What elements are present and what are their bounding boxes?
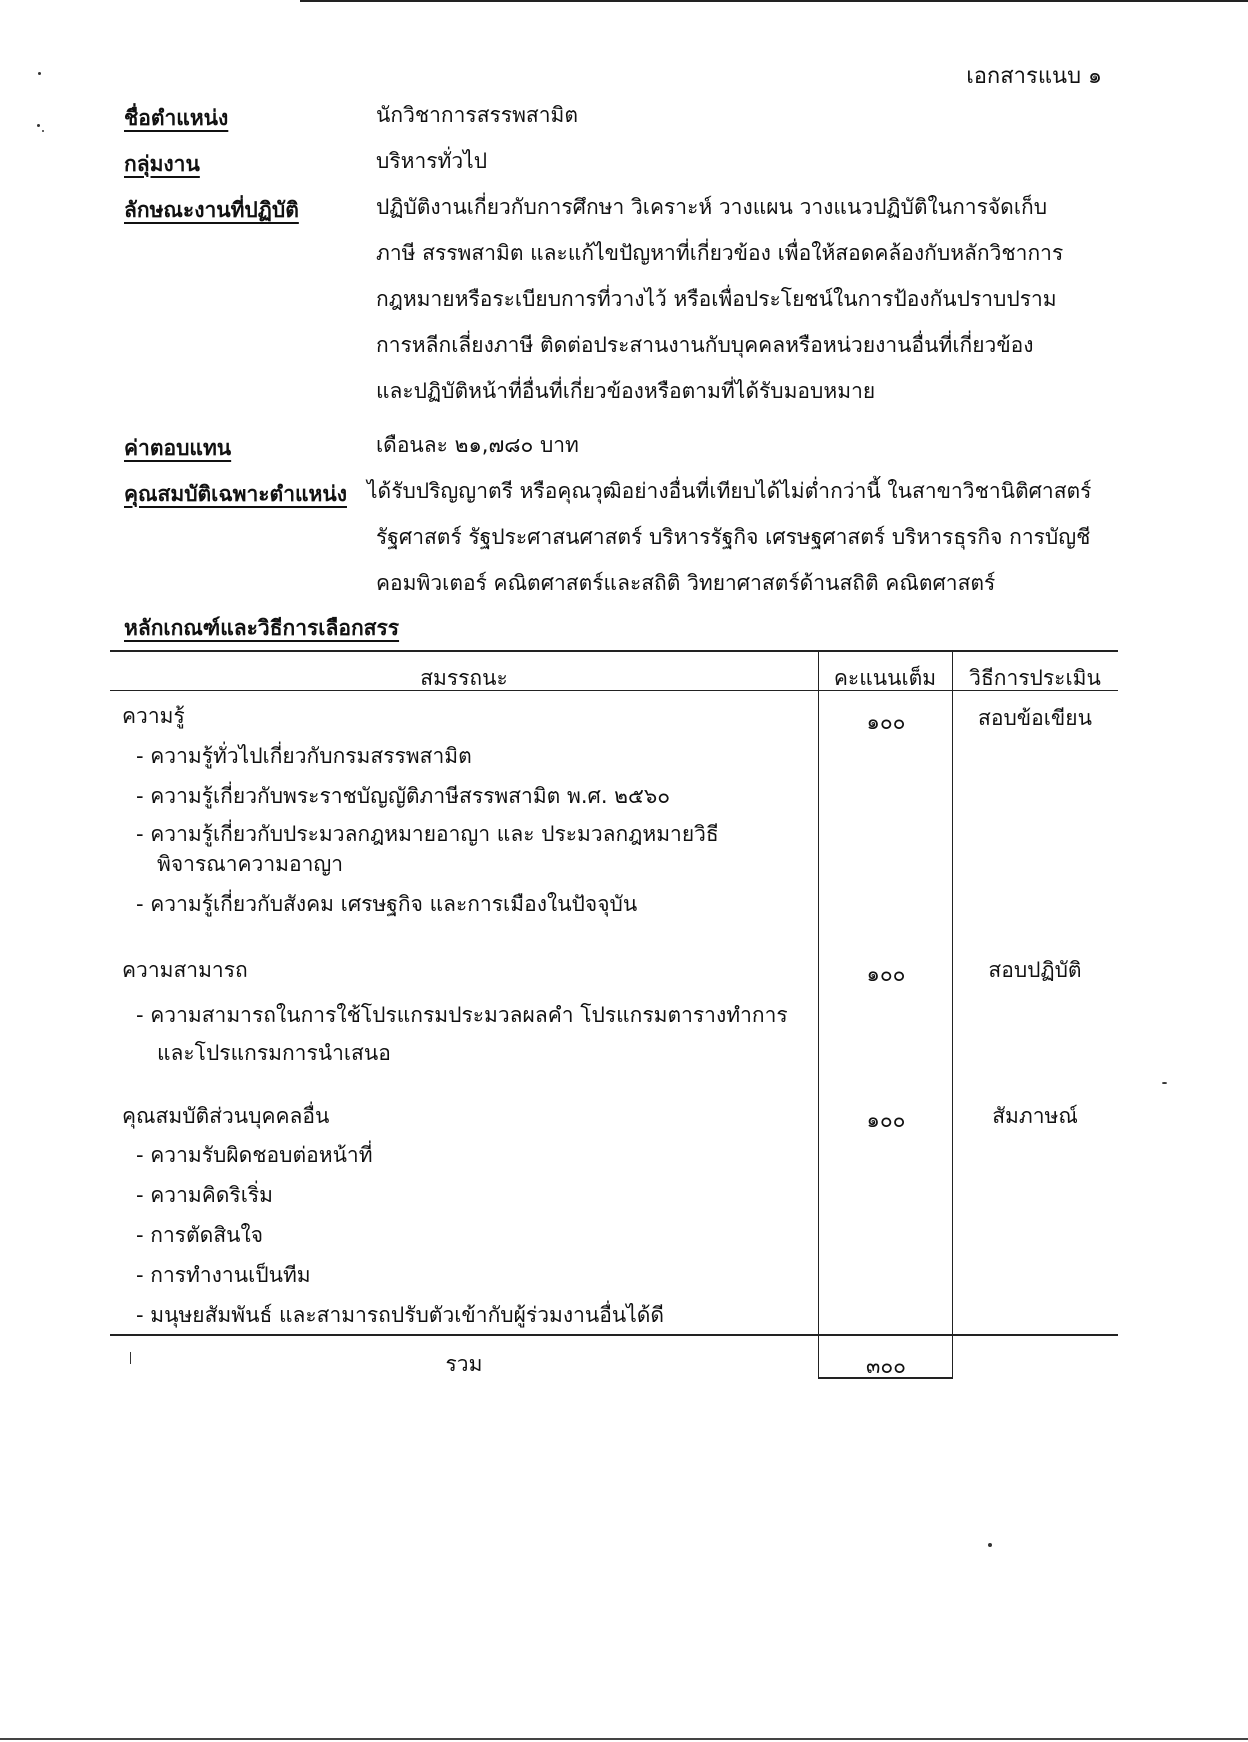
row-method-knowledge: สอบข้อเขียน xyxy=(978,706,1092,730)
list-item: - ความคิดริเริ่ม xyxy=(136,1183,273,1207)
table-bottom-rule xyxy=(110,1334,1118,1336)
list-item: - การทำงานเป็นทีม xyxy=(136,1263,311,1287)
row-category-ability: ความสามารถ xyxy=(122,958,248,982)
duties-line: การหลีกเลี่ยงภาษี ติดต่อประสานงานกับบุคคลหรือหน่วยงานอื่นที่เกี่ยวข้อง xyxy=(376,333,1034,357)
list-item: - ความรู้เกี่ยวกับสังคม เศรษฐกิจ และการเมืองในปัจจุบัน xyxy=(136,892,638,916)
duties-label: ลักษณะงานที่ปฏิบัติ xyxy=(124,198,299,222)
criteria-heading: หลักเกณฑ์และวิธีการเลือกสรร xyxy=(124,616,400,640)
qualifications-text xyxy=(367,468,1091,606)
table-divider-score-left xyxy=(818,650,819,1378)
position-value: นักวิชาการสรรพสามิต xyxy=(376,103,579,127)
scan-speck xyxy=(38,72,41,75)
total-score: ๓๐๐ xyxy=(866,1354,906,1378)
column-header-competency: สมรรถนะ xyxy=(420,666,508,690)
duties-line: ปฏิบัติงานเกี่ยวกับการศึกษา วิเคราะห์ วางแผน วางแนวปฏิบัติในการจัดเก็บ xyxy=(376,195,1048,219)
compensation-value: เดือนละ ๒๑,๗๘๐ บาท xyxy=(376,433,579,457)
list-item: - ความรู้ทั่วไปเกี่ยวกับกรมสรรพสามิต xyxy=(136,744,472,768)
qualifications-line: คอมพิวเตอร์ คณิตศาสตร์และสถิติ วิทยาศาสตร์ด้านสถิติ คณิตศาสตร์ xyxy=(376,571,996,595)
scan-edge-bottom xyxy=(0,1738,1248,1740)
scan-speck xyxy=(988,1543,992,1547)
scan-edge-top xyxy=(300,0,1248,2)
qualifications-line: ได้รับปริญญาตรี หรือคุณวุฒิอย่างอื่นที่เทียบได้ไม่ต่ำกว่านี้ ในสาขาวิชานิติศาสตร์ xyxy=(367,479,1092,503)
column-header-method: วิธีการประเมิน xyxy=(969,666,1101,690)
row-method-ability: สอบปฏิบัติ xyxy=(988,958,1082,982)
row-method-personal-attributes: สัมภาษณ์ xyxy=(992,1104,1078,1128)
total-box-right xyxy=(952,1336,953,1378)
table-top-rule xyxy=(110,650,1118,652)
scan-speck xyxy=(42,130,44,132)
scan-speck xyxy=(1162,1082,1167,1084)
total-label: รวม xyxy=(445,1352,483,1376)
duties-line: ภาษี สรรพสามิต และแก้ไขปัญหาที่เกี่ยวข้อง เพื่อให้สอดคล้องกับหลักวิชาการ xyxy=(376,241,1064,265)
row-category-knowledge: ความรู้ xyxy=(122,704,185,728)
list-item: - ความรับผิดชอบต่อหน้าที่ xyxy=(136,1143,373,1167)
scan-speck xyxy=(37,124,40,127)
list-item: - ความรู้เกี่ยวกับพระราชบัญญัติภาษีสรรพสามิต พ.ศ. ๒๕๖๐ xyxy=(136,784,671,808)
group-value: บริหารทั่วไป xyxy=(376,149,488,173)
row-score-knowledge: ๑๐๐ xyxy=(866,710,906,734)
list-item: - มนุษยสัมพันธ์ และสามารถปรับตัวเข้ากับผู้ร่วมงานอื่นได้ดี xyxy=(136,1303,665,1327)
list-item: - ความสามารถในการใช้โปรแกรมประมวลผลคำ โปรแกรมตารางทำการ และโปรแกรมการนำเสนอ xyxy=(136,1003,788,1065)
group-label: กลุ่มงาน xyxy=(124,152,200,176)
table-divider-score-right xyxy=(952,650,953,1336)
duties-line: และปฏิบัติหน้าที่อื่นที่เกี่ยวข้องหรือตามที่ได้รับมอบหมาย xyxy=(376,379,876,403)
list-item: - การตัดสินใจ xyxy=(136,1223,264,1247)
compensation-label: ค่าตอบแทน xyxy=(124,436,232,460)
duties-text xyxy=(376,184,1063,414)
column-header-full-score: คะแนนเต็ม xyxy=(833,666,937,690)
row-score-personal-attributes: ๑๐๐ xyxy=(866,1108,906,1132)
attachment-label: เอกสารแนบ ๑ xyxy=(966,64,1102,89)
position-label: ชื่อตำแหน่ง xyxy=(124,106,229,130)
qualifications-line: รัฐศาสตร์ รัฐประศาสนศาสตร์ บริหารรัฐกิจ เศรษฐศาสตร์ บริหารธุรกิจ การบัญชี xyxy=(376,525,1091,549)
row-category-personal-attributes: คุณสมบัติส่วนบุคคลอื่น xyxy=(122,1104,330,1128)
row-score-ability: ๑๐๐ xyxy=(866,962,906,986)
duties-line: กฎหมายหรือระเบียบการที่วางไว้ หรือเพื่อประโยชน์ในการป้องกันปราบปราม xyxy=(376,287,1057,311)
qualifications-label: คุณสมบัติเฉพาะตำแหน่ง xyxy=(124,482,347,506)
list-item: - ความรู้เกี่ยวกับประมวลกฎหมายอาญา และ ประมวลกฎหมายวิธี พิจารณาความอาญา xyxy=(136,822,719,876)
